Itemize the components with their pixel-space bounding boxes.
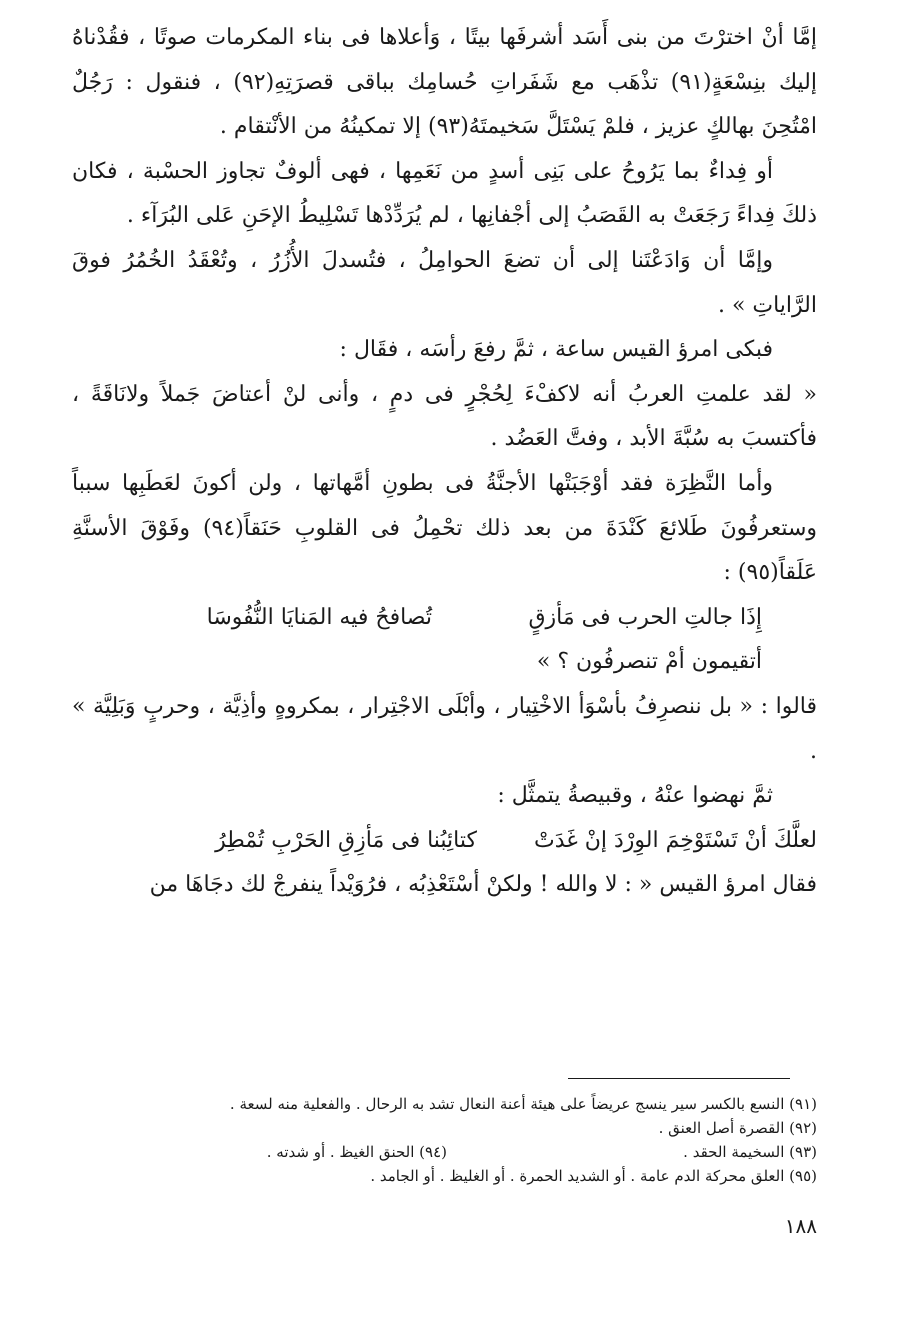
footnote-95: (٩٥) العلق محركة الدم عامة . أو الشديد الحمرة . أو الغليظ . أو الجامد . <box>370 1167 817 1185</box>
footnotes <box>72 1092 817 1188</box>
verse-first-hemistich: لعلَّكَ أنْ تَسْتَوْخِمَ الوِرْدَ إنْ غَدَتْ <box>533 827 817 853</box>
paragraph: ثمَّ نهضوا عنْهُ ، وقبيصةُ يتمثَّل : <box>497 783 773 809</box>
poem-verse <box>72 819 817 864</box>
paragraph: قالوا : « بل ننصرِفُ بأسْوَأ الاخْتِيار ، وأبْلَى الاجْتِرار ، بمكروهٍ وأذِيَّة ، وحربٍ وَبَلِيَّة » . <box>72 693 817 764</box>
paragraph: إمَّا أنْ اخترْتَ من بنى أَسَد أشرفَها بيتًا ، وَأعلاها فى بناء المكرمات صوتًا ، فقُدْناهُ إليك بنِسْعَةٍ(٩١) تذْهَب مع شَفَراتِ حُسامِك بباقى قصرَتِهِ(٩٢) ، فنقول : رَجُلٌ امْتُحِنَ بهالكٍ عزيز ، فلمْ يَسْتَلَّ سَخيمتَهُ(٩٣) إلا تمكينُهُ من الأنْتقام . <box>72 25 817 140</box>
poem-verse <box>72 596 817 641</box>
footnote-92: (٩٢) القصرة أصل العنق . <box>658 1119 817 1137</box>
paragraph: وأما النَّظِرَة فقد أوْجَبَتْها الأجنَّةُ فى بطونِ أمَّهاتها ، ولن أكونَ لعَطَبِها سبباً وستعرفُونَ طَلائعَ كَنْدَةَ من بعد ذلك تحْمِلُ فى القلوبِ حَنَقاً(٩٤) وفَوْقَ الأسنَّةِ عَلَقاً(٩٥) : <box>72 470 818 586</box>
paragraph: وإمَّا أن وَادَعْتَنا إلى أن تضعَ الحوامِلُ ، فتُسدلَ الأُزُرُ ، وتُعْقَدُ الخُمُرُ فوقَ الرَّاياتِ » . <box>72 247 817 318</box>
footnote-row <box>72 1140 817 1164</box>
main-text <box>72 16 817 908</box>
footnote-separator <box>568 1078 790 1079</box>
footnote-91: (٩١) النسع بالكسر سير ينسج عريضاً على هيئة أعنة النعال تشد به الرحال . والفعلية منه لسعة . <box>229 1095 817 1113</box>
paragraph: فبكى امرؤ القيس ساعة ، ثمَّ رفعَ رأسَه ، فقَال : <box>339 337 773 363</box>
page-number: ١٨٨ <box>784 1214 817 1238</box>
verse-first-hemistich: إِذَا جالتِ الحرب فى مَأزقٍ <box>528 604 762 630</box>
paragraph: فقال امرؤ القيس « : لا والله ! ولكنْ أسْتَعْذِبُه ، فرُوَيْداً ينفرجْ لك دجَاهَا من <box>149 872 817 898</box>
paragraph: « لقد علمتِ العربُ أنه لاكفْءَ لِحُجْرٍ فى دمٍ ، وأنى لنْ أعتاضَ جَملاً ولانَاقَةً ، فأكتسبَ به سُبَّةَ الأبد ، وفتَّ العَضُد . <box>72 381 817 452</box>
footnote-94: (٩٤) الحنق الغيظ . أو شدته . <box>266 1143 447 1161</box>
verse-second-hemistich: كتائِبُنا فى مَأزِقِ الحَرْبِ تُمْطِرُ <box>215 827 477 853</box>
verse-second-hemistich: تُصافحُ فيه المَنايَا النُّفُوسَا <box>206 604 432 630</box>
paragraph: أتقيمون أمْ تنصرفُون ؟ » <box>536 649 762 675</box>
footnote-93: (٩٣) السخيمة الحقد . <box>683 1143 817 1161</box>
paragraph: أو فِداءٌ بما يَرُوحُ على بَنِى أسدٍ من نَعَمِها ، فهى ألوفٌ تجاوز الحسْبة ، فكان ذلكَ فِداءً رَجَعَتْ به القَصَبُ إلى أجْفانِها ، لم يُرَدِّدْها تَسْلِيطُ الإحَنِ عَلى البُرَآء . <box>72 158 817 229</box>
